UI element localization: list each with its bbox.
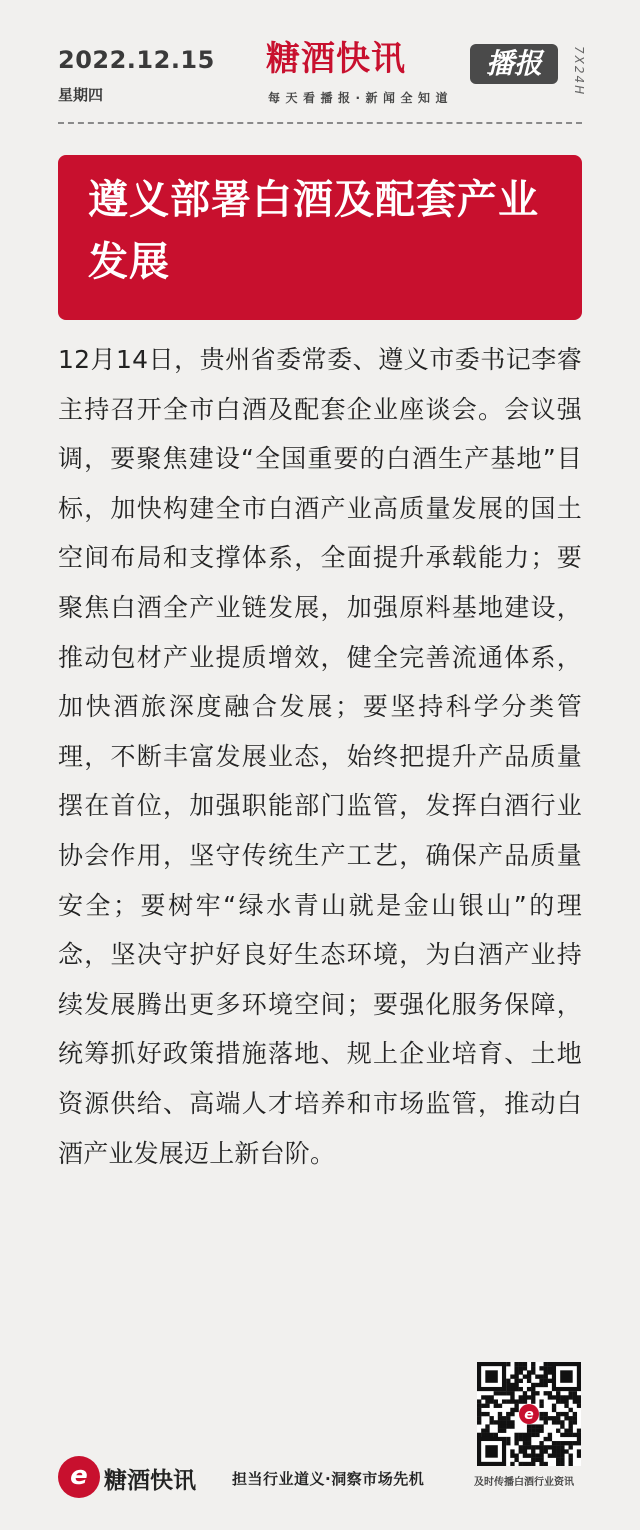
qr-center-glyph: e bbox=[524, 1407, 534, 1423]
date-label: 2022.12.15 bbox=[58, 46, 215, 74]
qr-code-icon bbox=[477, 1362, 581, 1466]
footer-logo-icon: e bbox=[58, 1456, 100, 1498]
dashed-divider bbox=[58, 122, 582, 124]
qr-code bbox=[477, 1362, 581, 1466]
article-body: 12月14日，贵州省委常委、遵义市委书记李睿主持召开全市白酒及配套企业座谈会。会议强调，要聚焦建设“全国重要的白酒生产基地”目标，加快构建全市白酒产业高质量发展的国土空间布局和支撑体系，全面提升承载能力；要聚焦白酒全产业链发展，加强原料基地建设，推动包材产业提质增效，健全完善流通体系，加快酒旅深度融合发展；要坚持科学分类管理，不断丰富发展业态，始终把提升产品质量摆在首位，加强职能部门监管，发挥白酒行业协会作用，坚守传统生产工艺，确保产品质量安全；要树牢“绿水青山就是金山银山”的理念，坚决守护好良好生态环境，为白酒产业持续发展腾出更多环境空间；要强化服务保障，统筹抓好政策措施落地、规上企业培育、土地资源供给、高端人才培养和市场监管，推动白酒产业发展迈上新台阶。 bbox=[58, 345, 582, 1168]
footer-slogan: 担当行业道义·洞察市场先机 bbox=[232, 1470, 425, 1488]
article-title: 遵义部署白酒及配套产业发展 bbox=[88, 177, 539, 285]
weekday-label: 星期四 bbox=[58, 86, 104, 104]
brand-badge: 播报 bbox=[470, 44, 558, 84]
brand-slogan: 每天看播报·新闻全知道 bbox=[268, 91, 454, 105]
brand-title: 糖酒快讯 bbox=[266, 39, 406, 79]
title-banner bbox=[58, 155, 582, 320]
qr-caption: 及时传播白酒行业资讯 bbox=[474, 1477, 574, 1488]
vertical-tag: 7X24H bbox=[572, 46, 586, 97]
footer-brand: 糖酒快讯 bbox=[104, 1467, 196, 1494]
